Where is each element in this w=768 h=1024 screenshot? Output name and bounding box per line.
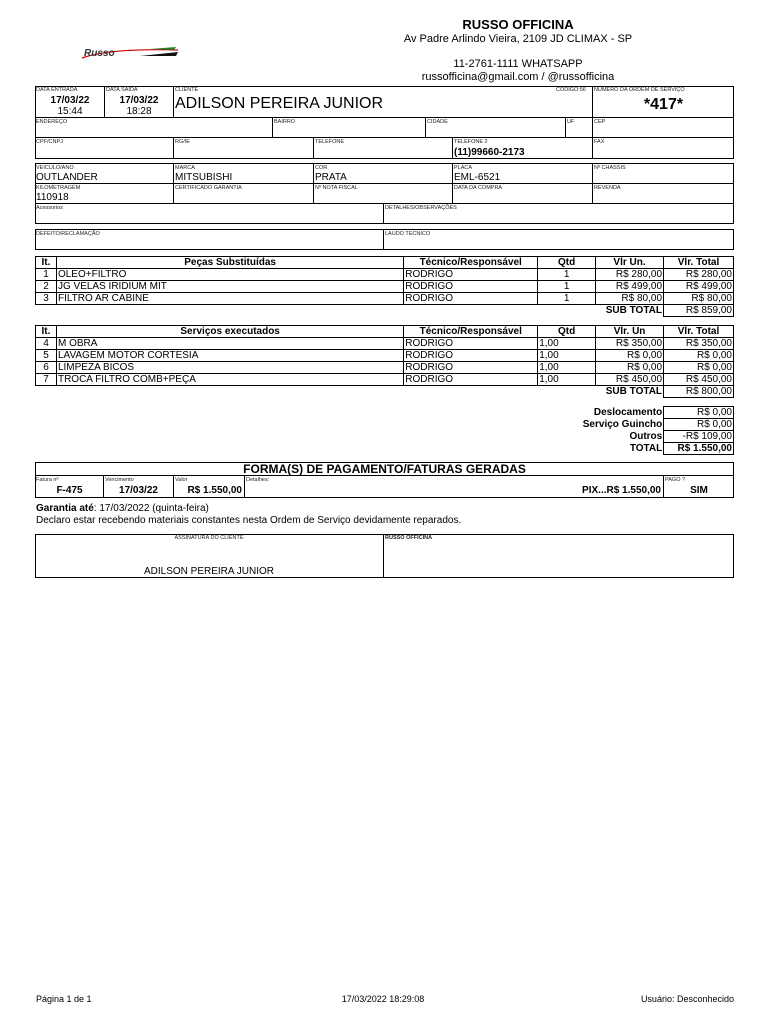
cell-qtd: 1,00: [538, 350, 596, 362]
cell-vlr-un: R$ 0,00: [596, 362, 664, 374]
deslocamento-label: Deslocamento: [593, 407, 663, 418]
cell-tecnico: RODRIGO: [404, 281, 538, 293]
cell-vlr-un: R$ 0,00: [596, 350, 664, 362]
label-codigo: CODIGO:56: [556, 87, 586, 93]
warranty-label: Garantia até: [36, 503, 94, 514]
data-entrada: 17/03/22: [50, 95, 90, 106]
parts-col-tecnico: Técnico/Responsável: [404, 257, 538, 269]
valor: R$ 1.550,00: [187, 485, 242, 496]
label-marca: MARCA: [175, 165, 195, 171]
total-value: R$ 1.550,00: [664, 443, 734, 455]
parts-col-description: Peças Substituídas: [56, 257, 403, 269]
logo-text: Russo: [84, 48, 115, 59]
footer-page: Página 1 de 1: [36, 994, 92, 1004]
warranty-line: [36, 503, 209, 515]
detalhes-pagamento: PIX...R$ 1.550,00: [582, 485, 661, 496]
cell-item: 5: [36, 350, 57, 362]
parts-col-item: It.: [36, 257, 57, 269]
numero-os: *417*: [643, 96, 684, 113]
label-defeito: DEFEITO/RECLAMAÇÃO: [36, 231, 100, 237]
hora-entrada: 15:44: [57, 106, 83, 117]
label-fatura: Fatura nº: [36, 477, 59, 483]
label-acessorios: Acessorios: [36, 205, 63, 211]
label-assinatura-cliente: ASSINATURA DO CLIENTE: [174, 535, 244, 541]
cell-qtd: 1,00: [538, 362, 596, 374]
label-data-saida: DATA SAIDA: [106, 87, 138, 93]
cell-description: JG VELAS IRIDIUM MIT: [56, 281, 403, 293]
cell-tecnico: RODRIGO: [404, 293, 538, 305]
label-rg: RG/IE: [175, 139, 190, 145]
cell-item: 1: [36, 269, 57, 281]
veiculo: OUTLANDER: [36, 172, 98, 183]
cell-item: 3: [36, 293, 57, 305]
table-row: [36, 350, 734, 362]
data-saida: 17/03/22: [119, 95, 159, 106]
label-detalhes-pagamento: Detalhes:: [246, 477, 270, 483]
company-phone: 11-2761-1111 WHATSAPP: [453, 58, 583, 70]
outros-label: Outros: [629, 431, 663, 442]
label-cep: CEP: [594, 119, 606, 125]
cell-tecnico: RODRIGO: [404, 269, 538, 281]
cell-description: TROCA FILTRO COMB+PEÇA: [56, 374, 403, 386]
cell-item: 6: [36, 362, 57, 374]
footer-user: Usuário: Desconhecido: [640, 994, 734, 1004]
marca: MITSUBISHI: [175, 172, 233, 183]
label-vencimento: Vencimento: [105, 477, 134, 483]
parts-subtotal-value: R$ 859,00: [664, 305, 734, 317]
cell-qtd: 1,00: [538, 338, 596, 350]
cell-description: LAVAGEM MOTOR CORTESIA: [56, 350, 403, 362]
cell-description: M OBRA: [56, 338, 403, 350]
guincho-value: R$ 0,00: [664, 419, 734, 431]
cell-item: 4: [36, 338, 57, 350]
label-cidade: CIDADE: [427, 119, 448, 125]
footer-datetime: 17/03/2022 18:29:08: [341, 994, 425, 1004]
cell-tecnico: RODRIGO: [404, 350, 538, 362]
cliente-name: ADILSON PEREIRA JUNIOR: [175, 95, 384, 112]
cell-description: LIMPEZA BICOS: [56, 362, 403, 374]
services-col-qtd: Qtd: [538, 326, 596, 338]
label-valor: Valor: [175, 477, 188, 483]
hora-saida: 18:28: [126, 106, 152, 117]
pago-status: SIM: [690, 485, 708, 496]
cell-vlr-total: R$ 350,00: [664, 338, 734, 350]
signature-cliente-name: ADILSON PEREIRA JUNIOR: [143, 566, 275, 577]
label-chassis: Nº CHASSIS: [594, 165, 626, 171]
cell-tecnico: RODRIGO: [404, 374, 538, 386]
label-pago: PAGO ?: [665, 477, 686, 483]
label-bairro: BAIRRO: [274, 119, 296, 125]
label-certificado: CERTIFICADO GARANTIA: [175, 185, 242, 191]
cell-item: 2: [36, 281, 57, 293]
cell-vlr-total: R$ 280,00: [664, 269, 734, 281]
services-col-vlr-un: Vlr. Un: [596, 326, 664, 338]
company-address: Av Padre Arlindo Vieira, 2109 JD CLIMAX - SP: [403, 33, 633, 45]
label-km: KILOMETRAGEM: [36, 185, 81, 191]
parts-col-qtd: Qtd: [538, 257, 596, 269]
payment-title: FORMA(S) DE PAGAMENTO/FATURAS GERADAS: [243, 462, 526, 476]
label-numero-os: NUMERO DA ORDEM DE SERVIÇO: [594, 87, 685, 93]
label-data-entrada: DATA ENTRADA: [36, 87, 78, 93]
label-cpf: CPF/CNPJ: [36, 139, 63, 145]
parts-subtotal-label: SUB TOTAL: [605, 305, 663, 317]
label-detalhes: DETALHES/OBSERVAÇÕES: [385, 205, 457, 211]
vehicle-box: [35, 163, 734, 224]
cell-vlr-total: R$ 450,00: [664, 374, 734, 386]
table-row: [36, 374, 734, 386]
label-data-compra: DATA DA COMPRA: [454, 185, 503, 191]
parts-col-vlr-total: Vlr. Total: [664, 257, 734, 269]
warranty-value: : 17/03/2022 (quinta-feira): [93, 503, 209, 514]
outros-value: -R$ 109,00: [664, 431, 734, 443]
km: 110918: [36, 192, 69, 203]
company-contact: russofficina@gmail.com / @russofficina: [421, 71, 615, 83]
cell-vlr-total: R$ 0,00: [664, 350, 734, 362]
label-assinatura-oficina: RUSSO OFFICINA: [385, 535, 433, 541]
label-telefone2: TELEFONE 2: [454, 139, 488, 145]
cell-item: 7: [36, 374, 57, 386]
table-row: [36, 338, 734, 350]
parts-table: [35, 256, 734, 317]
totals-table: [569, 406, 734, 455]
label-telefone: TELEFONE: [315, 139, 345, 145]
cell-qtd: 1: [538, 293, 596, 305]
label-placa: PLACA: [454, 165, 473, 171]
parts-subtotal-row: [36, 305, 734, 317]
table-row: [36, 269, 734, 281]
table-row: [36, 281, 734, 293]
cell-description: OLEO+FILTRO: [56, 269, 403, 281]
cell-vlr-total: R$ 0,00: [664, 362, 734, 374]
vencimento: 17/03/22: [119, 485, 158, 496]
cell-vlr-un: R$ 350,00: [596, 338, 664, 350]
label-endereco: ENDEREÇO: [36, 119, 68, 125]
label-revenda: REVENDA: [594, 185, 621, 191]
services-subtotal-value: R$ 800,00: [664, 386, 734, 398]
cell-qtd: 1,00: [538, 374, 596, 386]
table-row: [36, 293, 734, 305]
total-label: TOTAL: [629, 443, 663, 454]
label-nota-fiscal: Nº NOTA FISCAL: [315, 185, 358, 191]
services-subtotal-row: [36, 386, 734, 398]
cell-vlr-un: R$ 80,00: [596, 293, 664, 305]
services-header-row: [36, 326, 734, 338]
cell-tecnico: RODRIGO: [404, 338, 538, 350]
cor: PRATA: [315, 172, 347, 183]
services-subtotal-label: SUB TOTAL: [605, 386, 663, 398]
cell-qtd: 1: [538, 281, 596, 293]
parts-header-row: [36, 257, 734, 269]
company-logo: [80, 44, 180, 62]
cell-qtd: 1: [538, 269, 596, 281]
deslocamento-value: R$ 0,00: [664, 407, 734, 419]
label-fax: FAX: [594, 139, 605, 145]
cell-vlr-total: R$ 80,00: [664, 293, 734, 305]
cell-vlr-un: R$ 280,00: [596, 269, 664, 281]
label-veiculo: VEICULO/ANO: [36, 165, 74, 171]
cell-tecnico: RODRIGO: [404, 362, 538, 374]
services-col-vlr-total: Vlr. Total: [664, 326, 734, 338]
cell-description: FILTRO AR CABINE: [56, 293, 403, 305]
table-row: [36, 362, 734, 374]
cell-vlr-total: R$ 499,00: [664, 281, 734, 293]
cell-vlr-un: R$ 499,00: [596, 281, 664, 293]
label-cor: COR: [315, 165, 328, 171]
services-col-item: It.: [36, 326, 57, 338]
services-table: [35, 325, 734, 398]
cell-vlr-un: R$ 450,00: [596, 374, 664, 386]
services-col-tecnico: Técnico/Responsável: [404, 326, 538, 338]
guincho-label: Serviço Guincho: [582, 419, 663, 430]
services-col-description: Serviços executados: [56, 326, 403, 338]
fatura-number: F-475: [56, 485, 83, 496]
declaration-text: Declaro estar recebendo materiais constantes nesta Ordem de Serviço devidamente reparados.: [36, 515, 462, 526]
telefone2: (11)99660-2173: [454, 147, 525, 158]
label-uf: UF: [567, 119, 575, 125]
placa: EML-6521: [454, 172, 501, 183]
label-laudo: LAUDO TECNICO: [385, 231, 431, 237]
company-name: RUSSO OFFICINA: [462, 17, 574, 32]
parts-col-vlr-un: Vlr Un.: [596, 257, 664, 269]
label-cliente: CLIENTE: [175, 87, 199, 93]
